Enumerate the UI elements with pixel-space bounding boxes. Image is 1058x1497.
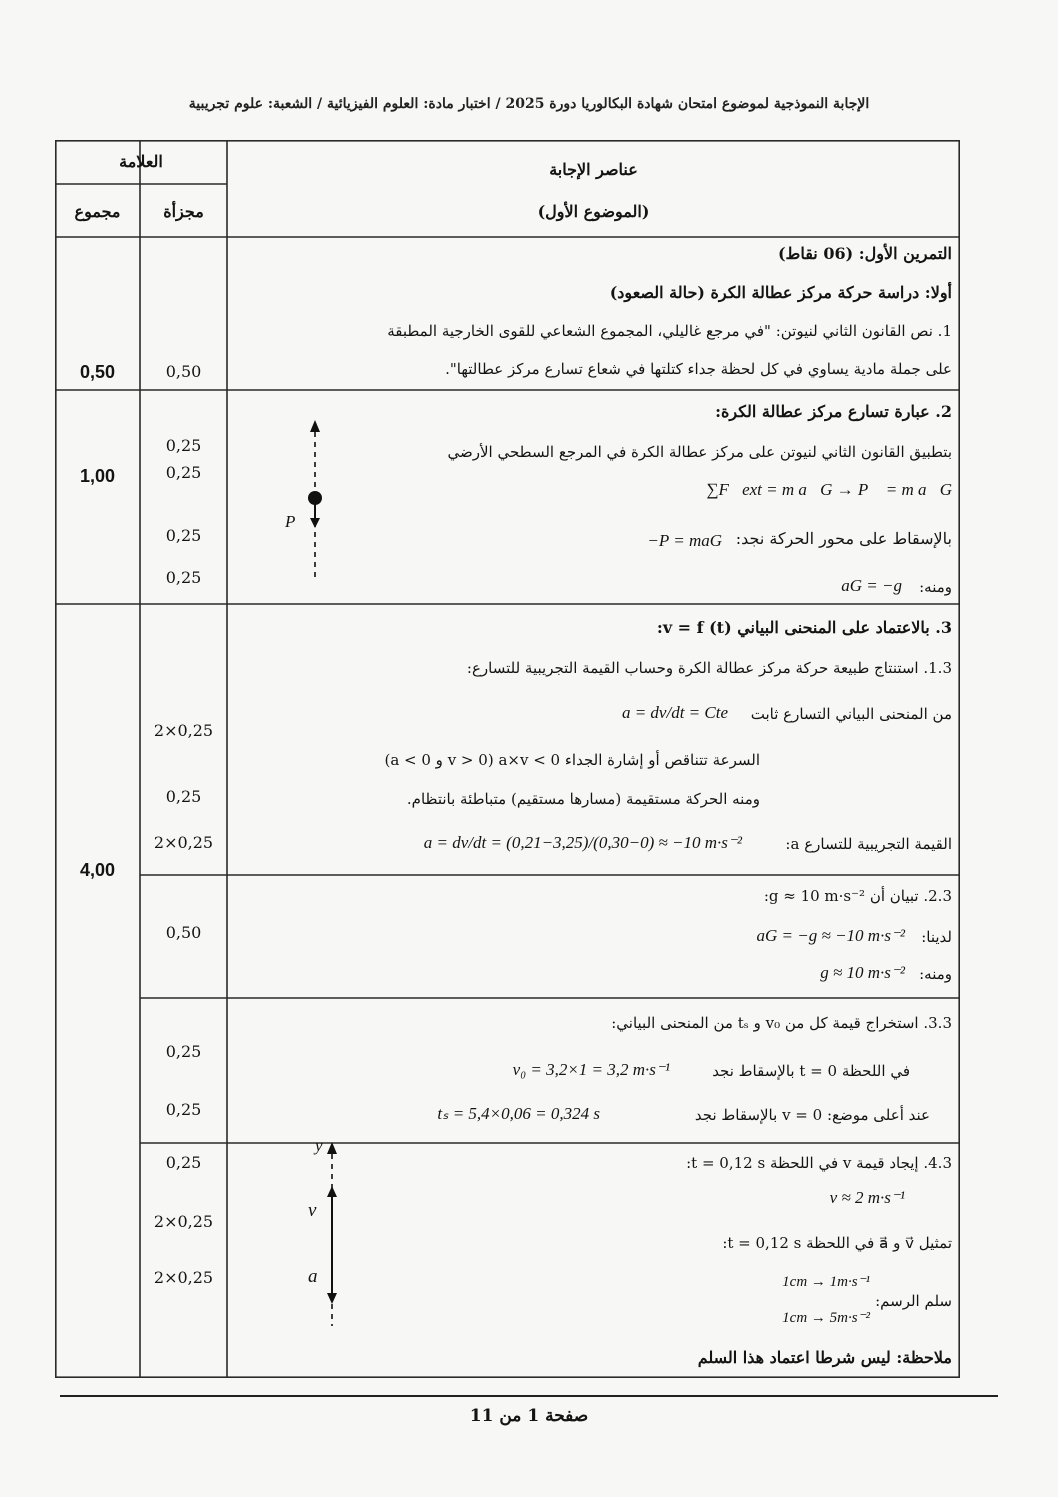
q34-scale1: 1cm → 1m·s⁻¹: [782, 1274, 870, 1290]
r34-part-mark-2: 2×0,25: [153, 1212, 214, 1231]
page-header: الإجابة النموذجية لموضوع امتحان شهادة البكالوريا دورة 2025 / اختبار مادة: العلوم الفيزيائية / الشعبة: علوم تجريبية: [188, 96, 870, 112]
q31-line2: السرعة تتناقص أو إشارة الجداء a×v < 0 (v > 0 و a < 0): [384, 751, 760, 769]
part-header: مجزأة: [163, 202, 204, 221]
q33-title: 3.3. استخراج قيمة كل من v₀ و tₛ من المنحنى البياني:: [611, 1014, 952, 1032]
r2-part-mark-3: 0,25: [165, 526, 202, 545]
q32-eq2: g ≈ 10 m·s⁻²: [820, 963, 905, 982]
subject-header: (الموضوع الأول): [537, 202, 650, 221]
y-axis-arrow: [327, 1142, 337, 1154]
weight-diagram: [295, 418, 335, 588]
r2-total-mark: 1,00: [79, 466, 116, 486]
total-header: مجموع: [74, 202, 121, 221]
q32-line1: لدينا:: [921, 928, 952, 946]
q2-line3: ومنه:: [919, 578, 952, 596]
weight-label: P⃗: [285, 512, 309, 531]
velocity-arrowhead: [327, 1186, 337, 1197]
q31-line1: من المنحنى البياني التسارع ثابت: [750, 705, 952, 723]
q1-line1: 1. نص القانون الثاني لنيوتن: "في مرجع غاليلي، المجموع الشعاعي للقوى الخارجية المطبقة: [387, 322, 952, 340]
q34-eq1: v ≈ 2 m·s⁻¹: [829, 1188, 905, 1207]
q31-eq2: a = dv/dt = (0,21−3,25)/(0,30−0) ≈ −10 m·s⁻²: [423, 833, 742, 852]
q33-eq2: tₛ = 5,4×0,06 = 0,324 s: [437, 1104, 600, 1123]
answer-header: عناصر الإجابة: [549, 160, 638, 179]
q2-eq2: −P = maG: [647, 531, 722, 550]
r31-part-mark-3: 2×0,25: [153, 833, 214, 852]
r2-part-mark-1: 0,25: [165, 436, 202, 455]
q32-eq1: aG = −g ≈ −10 m·s⁻²: [756, 926, 905, 945]
r34-part-mark-3: 2×0,25: [153, 1268, 214, 1287]
q34-line2: سلم الرسم:: [875, 1292, 952, 1310]
q33-line2: عند أعلى موضع: v = 0 بالإسقاط نجد: [694, 1106, 930, 1124]
r31-part-mark-2: 0,25: [165, 787, 202, 806]
q31-line3: ومنه الحركة مستقيمة (مسارها مستقيم) متباطئة بانتظام.: [406, 790, 760, 808]
q33-eq1: v₀ = 3,2×1 = 3,2 m·s⁻¹: [512, 1060, 670, 1079]
marks-header: العلامة: [119, 152, 163, 171]
q33-line1: في اللحظة t = 0 بالإسقاط نجد: [712, 1062, 910, 1080]
page-footer: صفحة 1 من 11: [469, 1406, 589, 1426]
answer-table: [55, 140, 960, 1378]
part1-title: أولا: دراسة حركة مركز عطالة الكرة (حالة الصعود): [609, 283, 952, 302]
r2-part-mark-4: 0,25: [165, 568, 202, 587]
q34-scale2: 1cm → 5m·s⁻²: [782, 1310, 870, 1326]
r2-part-mark-2: 0,25: [165, 463, 202, 482]
weight-arrowhead: [310, 518, 320, 528]
q34-line1: تمثيل v⃗ و a⃗ في اللحظة t = 0,12 s:: [722, 1234, 952, 1252]
q32-line2: ومنه:: [919, 965, 952, 983]
q2-line1: بتطبيق القانون الثاني لنيوتن على مركز عطالة الكرة في المرجع السطحي الأرضي: [447, 443, 952, 461]
exercise-title: التمرين الأول: (06 نقاط): [777, 244, 952, 263]
y-axis-label: y: [315, 1136, 323, 1155]
acceleration-arrowhead: [327, 1293, 337, 1304]
q34-title: 4.3. إيجاد قيمة v في اللحظة t = 0,12 s:: [686, 1154, 952, 1172]
q32-title: 2.3. تبيان أن g ≈ 10 m·s⁻²:: [763, 887, 952, 905]
footer-divider: [60, 1395, 998, 1397]
q2-eq1: ∑F⃗ext = m a⃗G → P⃗ = m a⃗G: [706, 480, 952, 499]
r33-part-mark-2: 0,25: [165, 1100, 202, 1119]
q31-eq1: a = dv/dt = Cte: [621, 703, 728, 722]
acceleration-label: a⃗: [308, 1266, 333, 1287]
r33-part-mark-1: 0,25: [165, 1042, 202, 1061]
q31-title: 1.3. استنتاج طبيعة حركة مركز عطالة الكرة وحساب القيمة التجريبية للتسارع:: [466, 659, 952, 677]
q2-title: 2. عبارة تسارع مركز عطالة الكرة:: [715, 402, 952, 421]
r32-part-mark: 0,50: [165, 923, 202, 942]
q2-eq3: aG = −g: [841, 576, 902, 595]
r31-part-mark-1: 2×0,25: [153, 721, 214, 740]
q31-line4: القيمة التجريبية للتسارع a:: [785, 835, 952, 853]
r1-part-mark: 0,50: [165, 362, 202, 381]
q2-line2: بالإسقاط على محور الحركة نجد:: [735, 529, 952, 548]
r3-total-mark: 4,00: [79, 860, 116, 880]
r1-total-mark: 0,50: [79, 362, 116, 382]
axis-arrow: [310, 420, 320, 432]
note: ملاحظة: ليس شرطا اعتماد هذا السلم: [697, 1348, 952, 1367]
velocity-acceleration-diagram: [317, 1140, 347, 1330]
q3-title: 3. بالاعتماد على المنحنى البياني v = f (t):: [656, 618, 952, 637]
r34-part-mark-1: 0,25: [165, 1153, 202, 1172]
q1-line2: على جملة مادية يساوي في كل لحظة جداء كتلتها في شعاع تسارع مركز عطالتها".: [445, 360, 952, 378]
velocity-label: v⃗: [308, 1200, 332, 1221]
